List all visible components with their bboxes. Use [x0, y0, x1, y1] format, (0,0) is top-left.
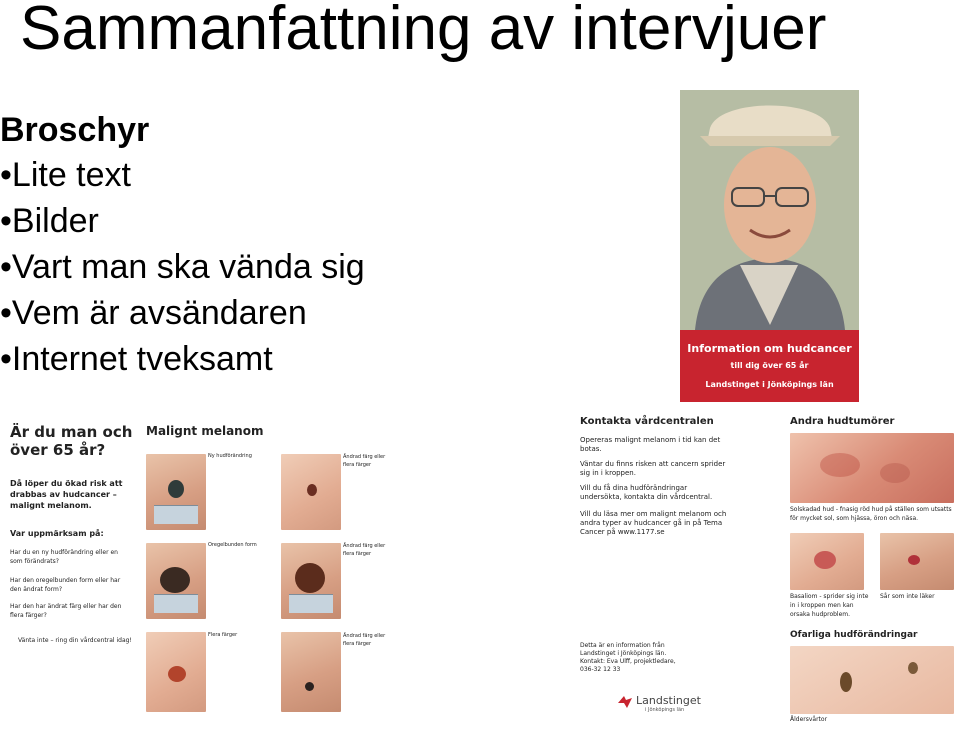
melanoma-photo-4: [281, 543, 341, 619]
other-tumours-title: Andra hudtumörer: [790, 416, 895, 427]
panel-cta: Vänta inte – ring din vårdcentral idag!: [18, 637, 132, 644]
logo-sub: i Jönköpings län: [645, 707, 685, 713]
cover-line-1: Information om hudcancer: [687, 342, 852, 355]
panel-watch-item-1: Har du en ny hudförändring eller en som förändrats?: [10, 549, 118, 565]
melanoma-photo-3: [146, 543, 206, 619]
melanoma-caption-2: Ändrad färg eller flera färger: [343, 454, 386, 468]
basaliom-image: [790, 533, 864, 590]
melanoma-caption-4: Ändrad färg eller flera färger: [343, 543, 386, 557]
non-healing-sore-image: [880, 533, 954, 590]
contact-title: Kontakta vårdcentralen: [580, 416, 714, 427]
other-caption-3: Sår som inte läker: [880, 593, 935, 600]
cover-line-3: Landstinget i Jönköpings län: [705, 380, 834, 389]
melanoma-caption-3: Oregelbunden form: [208, 542, 257, 548]
contact-text-4: Vill du läsa mer om malignt melanom och andra typer av hudcancer gå in på Tema Cancer på www.1177.se: [580, 510, 727, 536]
other-caption-2: Basaliom - sprider sig inte in i kroppen men kan orsaka hudproblem.: [790, 593, 869, 618]
sun-damaged-skin-image: [790, 433, 954, 503]
bullet-3: •Vart man ska vända sig: [0, 248, 365, 286]
cover-line-2: till dig över 65 år: [730, 361, 809, 370]
panel-watch-title: Var uppmärksam på:: [10, 529, 104, 538]
melanoma-caption-1: Ny hudförändring: [208, 453, 252, 459]
logo-name: Landstinget: [636, 694, 701, 707]
contact-text-1: Opereras malignt melanom i tid kan det botas.: [580, 436, 721, 453]
panel-risk-text: Då löper du ökad risk att drabbas av hudcancer – malignt melanom.: [10, 479, 123, 510]
melanoma-photo-1: [146, 454, 206, 530]
bullet-2: •Bilder: [0, 202, 99, 240]
landstinget-logo-icon: [616, 694, 634, 710]
panel-watch-item-3: Har den har ändrat färg eller har den flera färger?: [10, 603, 122, 619]
bullet-1: •Lite text: [0, 156, 131, 194]
panel-heading: Är du man och över 65 år?: [10, 423, 133, 459]
melanoma-photo-5: [146, 632, 206, 712]
contact-text-3: Vill du få dina hudförändringar undersökta, kontakta din vårdcentral.: [580, 484, 713, 501]
harmless-title: Ofarliga hudförändringar: [790, 630, 918, 640]
other-caption-1: Solskadad hud - fnasig röd hud på ställen som utsatts för mycket sol, som hjässa, öron och näsa.: [790, 506, 952, 522]
other-caption-4: Åldersvårtor: [790, 716, 828, 723]
panel-watch-item-2: Har den oregelbunden form eller har den ändrat form?: [10, 577, 121, 593]
melanoma-caption-5: Flera färger: [208, 632, 238, 638]
brochure-cover: [680, 90, 859, 402]
bullet-4: •Vem är avsändaren: [0, 294, 307, 332]
bullet-5: •Internet tveksamt: [0, 340, 273, 378]
melanoma-title: Malignt melanom: [146, 424, 264, 438]
slide-subtitle: Broschyr: [0, 111, 150, 149]
melanoma-photo-2: [281, 454, 341, 530]
contact-text-2: Väntar du finns risken att cancern sprider sig in i kroppen.: [580, 460, 726, 477]
slide-title: Sammanfattning av intervjuer: [20, 0, 827, 63]
melanoma-photo-6: [281, 632, 341, 712]
man-portrait-image: [680, 90, 859, 330]
melanoma-caption-6: Ändrad färg eller flera färger: [343, 633, 386, 647]
age-spots-image: [790, 646, 954, 714]
contact-footer: Detta är en information från Landstinget i Jönköpings län. Kontakt: Eva Ulff, projektledare, 036-32 12 33: [580, 642, 676, 673]
